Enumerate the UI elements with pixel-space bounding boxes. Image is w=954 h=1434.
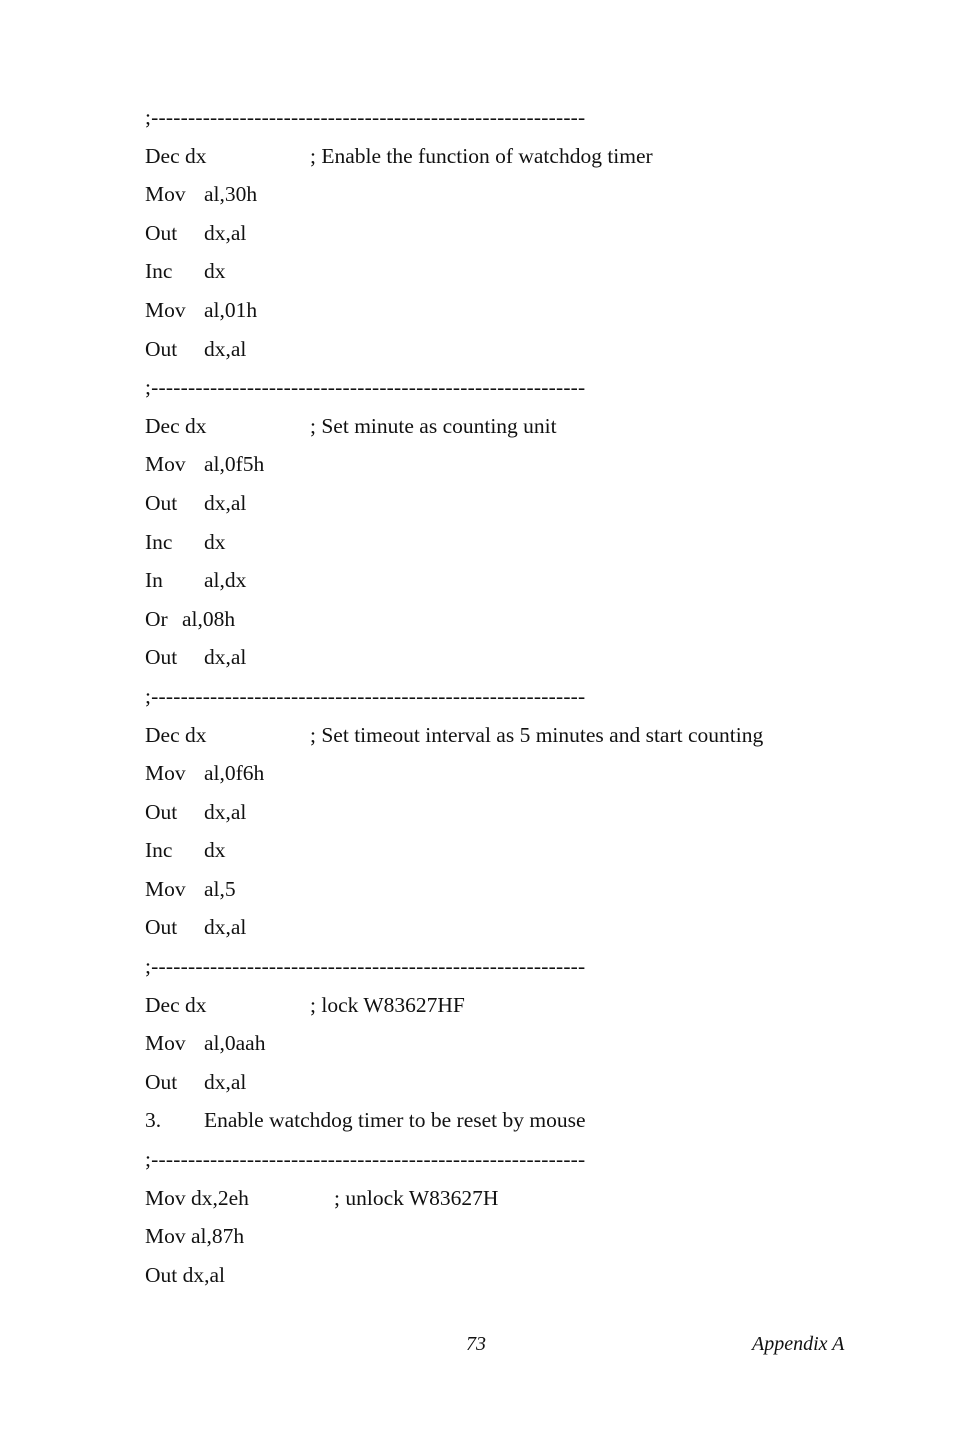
instruction: Out xyxy=(145,336,178,361)
instruction: Out dx,al xyxy=(145,1262,226,1287)
separator-line xyxy=(145,1140,905,1179)
step-text: Enable watchdog timer to be reset by mouse xyxy=(204,1108,586,1133)
code-line xyxy=(145,1179,905,1218)
separator-line xyxy=(145,368,905,407)
separator-text: ;----------------------------------------------------------- xyxy=(145,954,586,979)
operand: al,08h xyxy=(182,606,236,631)
code-line xyxy=(145,600,905,639)
instruction: Mov xyxy=(145,182,186,207)
code-line xyxy=(145,793,905,832)
instruction: Or xyxy=(145,606,168,631)
code-line xyxy=(145,175,905,214)
operand: al,0f6h xyxy=(204,761,265,786)
instruction: Out xyxy=(145,1069,178,1094)
step-heading xyxy=(145,1101,905,1140)
operand: al,30h xyxy=(204,182,258,207)
step-number: 3. xyxy=(145,1108,162,1133)
operand: al,0f5h xyxy=(204,452,265,477)
operand: al,5 xyxy=(204,876,236,901)
operand: dx,al xyxy=(204,336,247,361)
separator-text: ;----------------------------------------------------------- xyxy=(145,683,586,708)
page-number: 73 xyxy=(466,1333,486,1355)
instruction: Mov xyxy=(145,297,186,322)
operand: dx,al xyxy=(204,915,247,940)
code-line xyxy=(145,716,905,755)
operand: dx xyxy=(204,838,226,863)
code-comment: ; unlock W83627H xyxy=(334,1185,499,1210)
operand: dx,al xyxy=(204,1069,247,1094)
instruction: Dec dx xyxy=(145,722,207,747)
code-line xyxy=(145,252,905,291)
code-line xyxy=(145,330,905,369)
instruction: Out xyxy=(145,220,178,245)
code-line xyxy=(145,986,905,1025)
separator-line xyxy=(145,98,905,137)
code-comment: ; Set minute as counting unit xyxy=(310,413,557,438)
instruction: Inc xyxy=(145,259,173,284)
instruction: Dec dx xyxy=(145,992,207,1017)
operand: al,dx xyxy=(204,568,247,593)
code-line xyxy=(145,561,905,600)
operand: dx,al xyxy=(204,645,247,670)
code-line xyxy=(145,908,905,947)
instruction: Mov xyxy=(145,452,186,477)
instruction: Dec dx xyxy=(145,143,207,168)
separator-line xyxy=(145,947,905,986)
code-line xyxy=(145,1217,905,1256)
code-line xyxy=(145,831,905,870)
code-line xyxy=(145,754,905,793)
instruction: Mov dx,2eh xyxy=(145,1185,249,1210)
instruction: Inc xyxy=(145,838,173,863)
instruction: Mov xyxy=(145,761,186,786)
code-line xyxy=(145,445,905,484)
instruction: Out xyxy=(145,490,178,515)
code-line xyxy=(145,484,905,523)
code-line xyxy=(145,870,905,909)
code-comment: ; Set timeout interval as 5 minutes and start counting xyxy=(310,722,764,747)
code-line xyxy=(145,291,905,330)
code-line xyxy=(145,137,905,176)
code-listing xyxy=(145,98,905,1294)
operand: dx xyxy=(204,259,226,284)
code-line xyxy=(145,523,905,562)
code-line xyxy=(145,1063,905,1102)
instruction: Out xyxy=(145,799,178,824)
operand: al,01h xyxy=(204,297,258,322)
instruction: Mov al,87h xyxy=(145,1224,245,1249)
separator-text: ;----------------------------------------------------------- xyxy=(145,375,586,400)
instruction: Mov xyxy=(145,876,186,901)
code-line xyxy=(145,1256,905,1295)
operand: dx,al xyxy=(204,220,247,245)
operand: dx,al xyxy=(204,799,247,824)
separator-line xyxy=(145,677,905,716)
instruction: In xyxy=(145,568,163,593)
code-line xyxy=(145,214,905,253)
separator-text: ;----------------------------------------------------------- xyxy=(145,1147,586,1172)
instruction: Dec dx xyxy=(145,413,207,438)
operand: dx xyxy=(204,529,226,554)
instruction: Inc xyxy=(145,529,173,554)
instruction: Out xyxy=(145,645,178,670)
separator-text: ;----------------------------------------------------------- xyxy=(145,105,586,129)
code-line xyxy=(145,638,905,677)
code-comment: ; lock W83627HF xyxy=(310,992,465,1017)
instruction: Mov xyxy=(145,1031,186,1056)
operand: dx,al xyxy=(204,490,247,515)
instruction: Out xyxy=(145,915,178,940)
code-line xyxy=(145,407,905,446)
section-label: Appendix A xyxy=(752,1333,845,1355)
code-comment: ; Enable the function of watchdog timer xyxy=(310,143,653,168)
operand: al,0aah xyxy=(204,1031,266,1056)
code-line xyxy=(145,1024,905,1063)
